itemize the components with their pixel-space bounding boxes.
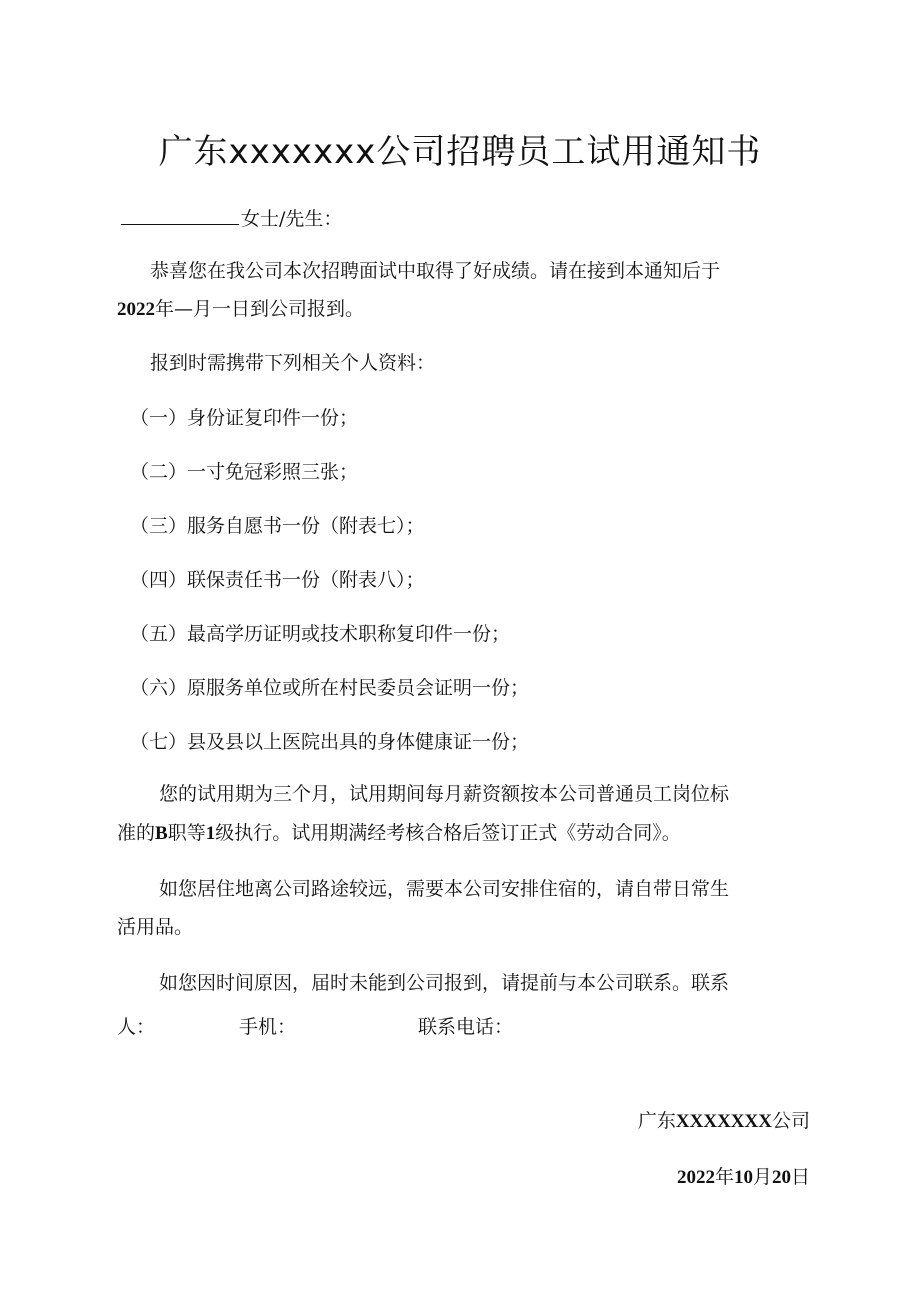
signature-company	[638, 1106, 810, 1133]
lodging-line-2: 活用品。	[117, 916, 194, 938]
contact-line-1: 如您因时间原因，届时未能到公司报到，请提前与本公司联系。联系	[159, 972, 730, 994]
list-item: （一）身份证复印件一份；	[130, 407, 359, 429]
list-item: （四）联保责任书一份（附表八）；	[130, 569, 425, 591]
salutation-text: 女士/先生：	[241, 208, 343, 230]
list-item: （二）一寸免冠彩照三张；	[130, 461, 359, 483]
salutation-line	[121, 206, 342, 232]
signature-date	[677, 1162, 810, 1189]
contact-mobile-label: 手机：	[239, 1016, 297, 1038]
contact-phone-label: 联系电话：	[418, 1016, 514, 1038]
intro-line-2-text: 年—月一日到公司报到。	[155, 298, 365, 320]
materials-heading: 报到时需携带下列相关个人资料：	[150, 352, 436, 374]
intro-line-1: 恭喜您在我公司本次招聘面试中取得了好成绩。请在接到本通知后于	[150, 260, 721, 282]
company-suffix: 公司	[771, 1110, 810, 1132]
probation-post: 级执行。试用期满经考核合格后签订正式《劳动合同》。	[215, 822, 681, 844]
probation-line-2	[117, 820, 681, 847]
date-month: 10	[733, 1167, 753, 1188]
date-year-unit: 年	[714, 1166, 734, 1188]
date-day: 20	[771, 1167, 791, 1188]
name-blank	[121, 206, 239, 225]
probation-pre: 准的	[117, 822, 156, 844]
probation-grade: B	[155, 823, 168, 844]
contact-person-label: 人：	[117, 1016, 156, 1038]
lodging-line-1: 如您居住地离公司路途较远，需要本公司安排住宿的，请自带日常生	[159, 878, 730, 900]
page-title: 广东xxxxxxx公司招聘员工试用通知书	[158, 132, 762, 172]
probation-level: 1	[205, 823, 216, 844]
date-month-unit: 月	[752, 1166, 772, 1188]
company-name: XXXXXXX	[675, 1111, 772, 1132]
list-item: （七）县及县以上医院出具的身体健康证一份；	[130, 731, 530, 753]
list-item: （三）服务自愿书一份（附表七）；	[130, 515, 425, 537]
intro-line-2	[117, 296, 364, 323]
probation-line-1: 您的试用期为三个月，试用期间每月薪资额按本公司普通员工岗位标	[159, 783, 730, 805]
probation-mid: 职等	[167, 822, 206, 844]
date-year: 2022	[676, 1167, 715, 1188]
intro-year: 2022	[117, 299, 155, 320]
company-prefix: 广东	[637, 1110, 676, 1132]
list-item: （五）最高学历证明或技术职称复印件一份；	[130, 623, 511, 645]
date-day-unit: 日	[790, 1166, 810, 1188]
list-item: （六）原服务单位或所在村民委员会证明一份；	[130, 677, 530, 699]
contact-line-2	[117, 1014, 513, 1040]
